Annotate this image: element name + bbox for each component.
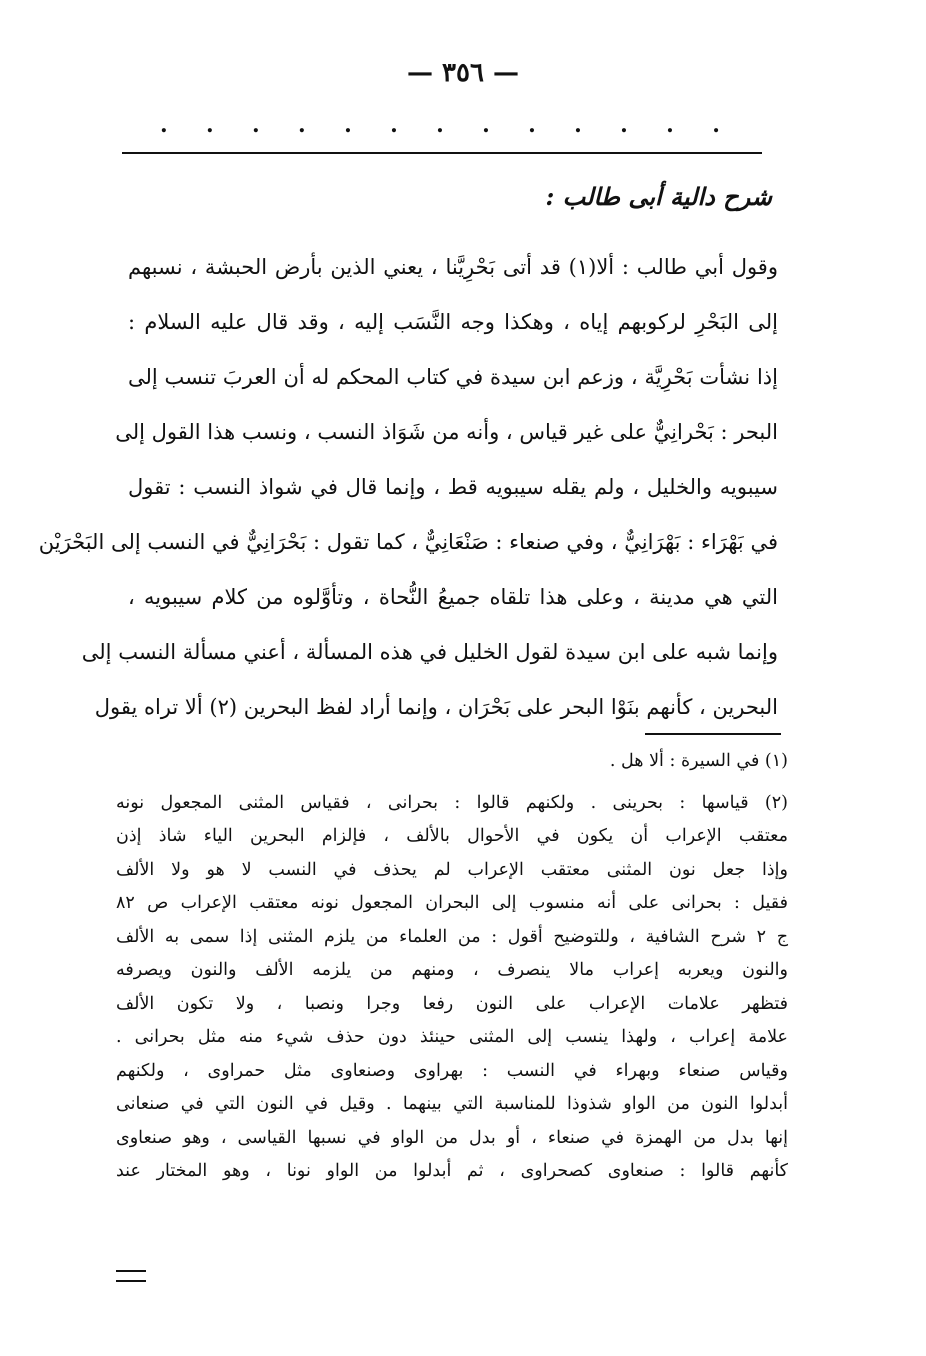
footnote-2-line: معتقب الإعراب أن يكون في الأحوال بالألف ، فإلزام البحرين الياء شاذ إذن bbox=[116, 826, 788, 846]
dot: . bbox=[574, 112, 582, 138]
footnote-2-line: وإذا جعل نون المثنى معتقب الإعراب لم يحذف في النسب لا هو ولا الألف bbox=[116, 859, 788, 880]
dot: . bbox=[390, 112, 398, 138]
text-line: البحر : بَحْرانِيٌّ على غير قياس ، وأنه من شَوَاذ النسب ، ونسب هذا القول إلى bbox=[115, 420, 778, 444]
footnote-rule bbox=[645, 733, 781, 735]
page-number: — ٣٥٦ — bbox=[406, 58, 520, 88]
dot: . bbox=[298, 112, 306, 138]
footnote-2-line: والنون ويعربه إعراب مالا ينصرف ، ومنهم من يلزمه الألف والنون ويصرفه bbox=[116, 960, 788, 980]
dot: . bbox=[482, 112, 490, 138]
footnote-2-line: (٢) قياسها : بحرينى . ولكنهم قالوا : بحرانى ، فقياس المثنى المجعول نونه bbox=[116, 792, 788, 813]
footnote-2-line: كأنهم قالوا : صنعاوى كصحراوى ، ثم أبدلوا من الواو نونا ، وهو المختار عند bbox=[116, 1161, 788, 1181]
footnote-2-line: أبدلوا النون من الواو شذوذا للمناسبة التي بينهما . وقيل في النون التي في صنعانى bbox=[116, 1094, 788, 1114]
dot: . bbox=[160, 112, 168, 138]
dot: . bbox=[528, 112, 536, 138]
footnote-1: (١) في السيرة : ألا هل . bbox=[609, 751, 788, 771]
dot: . bbox=[344, 112, 352, 138]
text-line: إلى البَحْرِ لركوبهم إياه ، وهكذا وجه النَّسَب إليه ، وقد قال عليه السلام : bbox=[128, 310, 778, 334]
section-title: شرح دالية أبى طالب : bbox=[545, 182, 772, 211]
footnote-2-line: فتظهر علامات الإعراب على النون رفعا وجرا ونصبا ، ولا تكون الألف bbox=[116, 993, 788, 1014]
text-line: إذا نشأت بَحْرِيَّة ، وزعم ابن سيدة في كتاب المحكم له أن العربَ تنسب إلى bbox=[128, 365, 778, 389]
continuation-mark bbox=[116, 1270, 146, 1282]
main-text-block bbox=[38, 240, 778, 735]
dot: . bbox=[666, 112, 674, 138]
dot: . bbox=[436, 112, 444, 138]
dot: . bbox=[712, 112, 720, 138]
text-line: البحرين ، كأنهم بنَوْا البحر على بَحْرَان ، وإنما أراد لفظ البحرين (٢) ألا تراه يقول bbox=[94, 695, 778, 719]
footnote-2-line: ج ٢ شرح الشافية ، وللتوضيح أقول : من العلماء من يلزم المثنى إذا سمى به الألف bbox=[116, 926, 789, 947]
dot-leader-row bbox=[160, 112, 720, 138]
footnotes-block bbox=[116, 745, 788, 1189]
footnote-2-line: إنها بدل من الهمزة في صنعاء ، أو بدل من الواو في نسبها القياسى ، وهو صنعاوى bbox=[116, 1127, 788, 1148]
text-line: وإنما شبه على ابن سيدة لقول الخليل في هذه المسألة ، أعني مسألة النسب إلى bbox=[81, 640, 778, 664]
dot: . bbox=[620, 112, 628, 138]
text-line: سيبويه والخليل ، ولم يقله سيبويه قط ، وإنما قال في شواذ النسب : تقول bbox=[128, 475, 778, 499]
dot: . bbox=[206, 112, 214, 138]
dot: . bbox=[252, 112, 260, 138]
footnote-2-line: وقياس صنعاء وبهراء في النسب : بهراوى وصنعاوى مثل حمراوى ، ولكنهم bbox=[116, 1060, 788, 1081]
footnote-2-line: علامة إعراب ، ولهذا ينسب إلى المثنى حينئذ دون حذف شيء منه مثل بحرانى . bbox=[116, 1027, 788, 1047]
footnote-2-line: فقيل : بحرانى على أنه منسوب إلى البحران المجعول نونه معتقب الإعراب ص ٨٢ bbox=[116, 893, 788, 913]
text-line: وقول أبي طالب : ألا(١) قد أتى بَحْرِيَّنا ، يعني الذين بأرض الحبشة ، نسبهم bbox=[128, 255, 778, 279]
text-line: التي هي مدينة ، وعلى هذا تلقاه جميعُ النُّحاة ، وتأوَّلوه من كلام سيبويه ، bbox=[128, 585, 778, 609]
text-line: في بَهْرَاء : بَهْرَانِيٌّ ، وفي صنعاء : صَنْعَانِيٌّ ، كما تقول : بَحْرَانِيٌّ في النسب إلى البَحْرَيْن bbox=[38, 530, 778, 554]
header-rule bbox=[122, 152, 762, 154]
